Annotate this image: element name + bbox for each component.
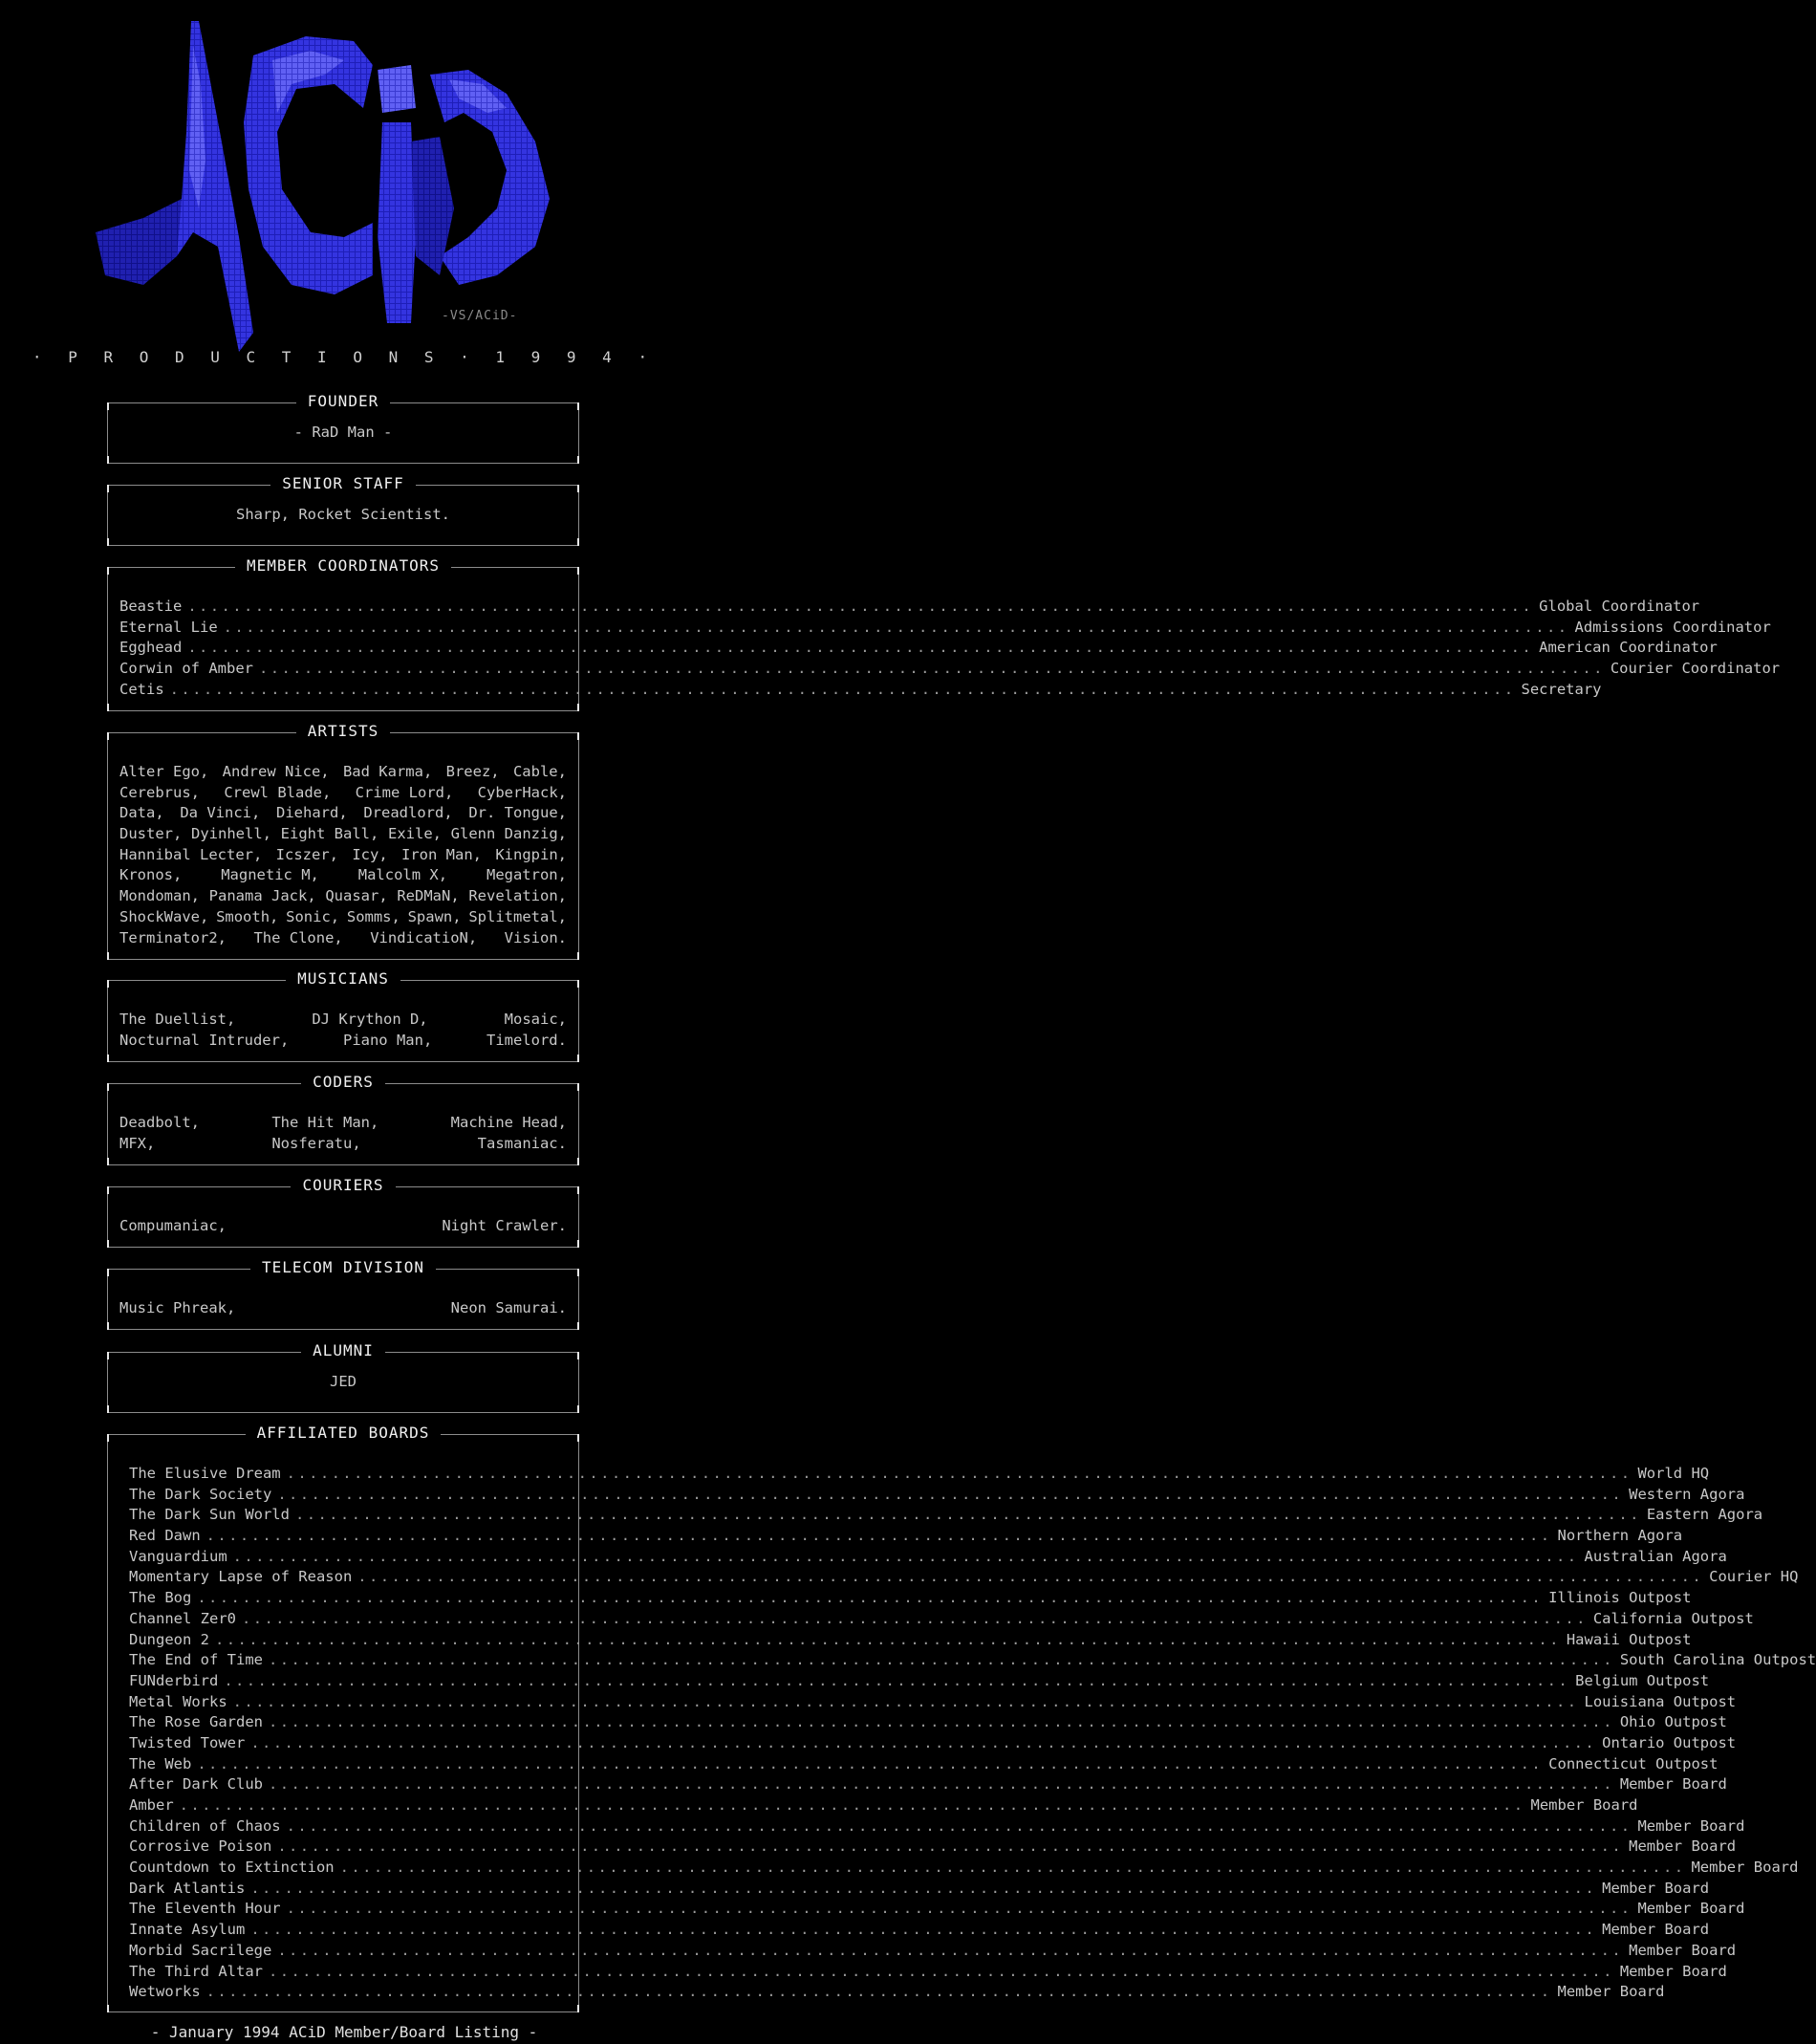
entry-role: Secretary <box>1521 680 1602 698</box>
entry-role: Member Board <box>1602 1879 1710 1897</box>
member-name: Revelation, <box>468 887 567 905</box>
artists-section <box>107 722 579 960</box>
list-item <box>129 1692 1737 1713</box>
entry-role: South Carolina Outpost <box>1619 1651 1816 1669</box>
dot-leader: ........................................................................................................................ <box>187 639 1534 657</box>
affiliated-boards-section <box>107 1424 1816 2012</box>
entry-role: Member Board <box>1637 1900 1745 1918</box>
dot-leader: ........................................................................................................................ <box>357 1568 1704 1586</box>
name-line <box>119 783 567 804</box>
entry-role: Hawaii Outpost <box>1566 1630 1692 1648</box>
section-title: AFFILIATED BOARDS <box>246 1424 442 1442</box>
list-item <box>129 1962 1727 1983</box>
member-name: Splitmetal, <box>468 907 567 925</box>
entry-name: Cetis <box>119 680 164 698</box>
entry-name: Channel Zer0 <box>129 1609 236 1627</box>
member-name: Night Crawler. <box>442 1217 567 1234</box>
dot-leader: ........................................................................................................................ <box>215 1630 1561 1648</box>
entry-role: Belgium Outpost <box>1575 1671 1710 1689</box>
name-line <box>119 928 567 949</box>
name-line <box>119 1298 567 1319</box>
productions-banner: · P R O D U C T I O N S · 1 9 9 4 · <box>32 348 657 366</box>
member-name: Smooth, <box>216 907 279 925</box>
member-name: Crewl Blade, <box>224 783 332 801</box>
name-line <box>119 886 567 907</box>
entry-name: Corrosive Poison <box>129 1837 272 1856</box>
alumni-section <box>107 1341 579 1413</box>
member-name: Neon Samurai. <box>450 1299 567 1316</box>
dot-leader: ........................................................................................................................ <box>169 680 1516 698</box>
member-name: Mosaic, <box>504 1011 567 1028</box>
entry-name: Amber <box>129 1796 174 1814</box>
list-item <box>129 1588 1692 1609</box>
member-name: Kingpin, <box>495 845 567 863</box>
list-item <box>129 1671 1710 1692</box>
member-name: Magnetic M, <box>221 866 319 884</box>
member-name: The Hit Man, <box>271 1114 379 1131</box>
section-title: ARTISTS <box>296 722 390 740</box>
member-name: ReDMaN, <box>397 887 460 905</box>
dot-leader: ........................................................................................................................ <box>223 618 1569 636</box>
senior-staff-names: Sharp, Rocket Scientist. <box>236 506 450 523</box>
musician-list <box>119 1010 567 1051</box>
member-name: Kronos, <box>119 866 183 884</box>
dot-leader: ........................................................................................................................ <box>179 1796 1525 1814</box>
member-name: Sonic, <box>286 907 340 925</box>
entry-role: Member Board <box>1629 1837 1737 1856</box>
dot-leader: ........................................................................................................................ <box>250 1879 1597 1897</box>
dot-leader: ........................................................................................................................ <box>339 1859 1686 1877</box>
dot-leader: ........................................................................................................................ <box>250 1733 1597 1751</box>
list-item <box>129 1526 1683 1547</box>
member-name: Panama Jack, <box>208 887 316 905</box>
member-name: VindicatioN, <box>370 928 478 946</box>
list-item <box>129 1858 1799 1879</box>
member-name: Cable, <box>512 763 567 780</box>
entry-name: FUNderbird <box>129 1671 219 1689</box>
dot-leader: ........................................................................................................................ <box>197 1754 1544 1772</box>
section-title: COURIERS <box>291 1176 395 1194</box>
member-name: Breez, <box>445 763 500 780</box>
entry-role: California Outpost <box>1592 1609 1754 1627</box>
list-item <box>129 1920 1710 1941</box>
member-name: Glenn Danzig, <box>450 825 567 843</box>
entry-role: Connecticut Outpost <box>1548 1754 1719 1772</box>
member-name: Timelord. <box>486 1031 567 1049</box>
entry-name: Vanguardium <box>129 1547 227 1565</box>
member-name: Alter Ego, <box>119 763 209 780</box>
list-item <box>119 680 1602 701</box>
name-line <box>119 865 567 886</box>
dot-leader: ........................................................................................................................ <box>205 1527 1552 1545</box>
list-item <box>129 1754 1719 1775</box>
entry-role: Global Coordinator <box>1539 598 1700 615</box>
member-name: Piano Man, <box>342 1031 433 1049</box>
dot-leader: ........................................................................................................................ <box>294 1506 1641 1524</box>
entry-role: Eastern Agora <box>1646 1506 1763 1524</box>
entry-role: Member Board <box>1619 1962 1727 1980</box>
entry-name: The Dark Sun World <box>129 1506 290 1524</box>
board-list <box>129 1464 1816 2003</box>
list-item <box>129 1464 1710 1485</box>
dot-leader: ........................................................................................................................ <box>241 1609 1588 1627</box>
entry-name: The Elusive Dream <box>129 1465 281 1482</box>
entry-name: Red Dawn <box>129 1527 201 1545</box>
dot-leader: ........................................................................................................................ <box>250 1921 1597 1939</box>
entry-role: Member Board <box>1602 1921 1710 1939</box>
entry-role: American Coordinator <box>1539 639 1718 657</box>
list-item <box>119 638 1718 659</box>
section-title: MUSICIANS <box>286 969 400 988</box>
section-title: CODERS <box>301 1073 385 1091</box>
entry-role: Courier HQ <box>1709 1568 1799 1586</box>
entry-role: Member Board <box>1629 1941 1737 1959</box>
member-name: Andrew Nice, <box>222 763 330 780</box>
member-name: ShockWave, <box>119 907 209 925</box>
entry-role: Member Board <box>1557 1983 1665 2001</box>
entry-name: Dark Atlantis <box>129 1879 246 1897</box>
name-line <box>119 1031 567 1052</box>
artist-list <box>119 762 567 948</box>
list-item <box>129 1879 1710 1900</box>
coder-list <box>119 1113 567 1154</box>
entry-name: Corwin of Amber <box>119 660 253 678</box>
dot-leader: ........................................................................................................................ <box>232 1547 1579 1565</box>
entry-name: Eternal Lie <box>119 618 218 636</box>
member-name: Crime Lord, <box>355 783 454 801</box>
dot-leader: ........................................................................................................................ <box>268 1962 1614 1980</box>
entry-role: Member Board <box>1619 1775 1727 1794</box>
member-name: Data, <box>119 804 164 822</box>
name-line <box>119 762 567 783</box>
list-item <box>129 1982 1665 2003</box>
entry-role: Australian Agora <box>1584 1547 1727 1565</box>
name-line <box>119 803 567 824</box>
name-line <box>119 1113 567 1134</box>
member-name: Dreadlord, <box>363 804 453 822</box>
entry-name: Morbid Sacrilege <box>129 1941 272 1959</box>
founder-name: - RaD Man - <box>293 424 393 441</box>
member-name: Megatron, <box>486 866 567 884</box>
list-item <box>129 1733 1737 1754</box>
entry-role: Illinois Outpost <box>1548 1589 1692 1607</box>
dot-leader: ........................................................................................................................ <box>232 1692 1579 1710</box>
entry-role: Member Board <box>1637 1816 1745 1835</box>
member-name: Spawn, <box>407 907 462 925</box>
list-item <box>129 1899 1745 1920</box>
dot-leader: ........................................................................................................................ <box>277 1837 1624 1856</box>
courier-list <box>119 1216 567 1237</box>
member-name: Vision. <box>504 928 567 946</box>
dot-leader: ........................................................................................................................ <box>277 1941 1624 1959</box>
list-item <box>119 618 1771 639</box>
member-name: Hannibal Lecter, <box>119 845 263 863</box>
section-title: FOUNDER <box>296 392 390 410</box>
coordinator-list <box>119 597 1781 700</box>
entry-name: Wetworks <box>129 1983 201 2001</box>
dot-leader: ........................................................................................................................ <box>268 1651 1614 1669</box>
member-name: Machine Head, <box>450 1114 567 1131</box>
dot-leader: ........................................................................................................................ <box>268 1775 1614 1794</box>
member-name: Nocturnal Intruder, <box>119 1031 290 1049</box>
list-item <box>129 1816 1745 1837</box>
member-name: The Clone, <box>253 928 343 946</box>
entry-name: Beastie <box>119 598 183 615</box>
couriers-section <box>107 1176 579 1248</box>
entry-name: Metal Works <box>129 1692 227 1710</box>
entry-name: The Dark Society <box>129 1485 272 1503</box>
entry-role: Ohio Outpost <box>1619 1713 1727 1731</box>
entry-role: Member Board <box>1691 1859 1799 1877</box>
member-name: Eight Ball, <box>280 825 379 843</box>
list-item <box>129 1609 1754 1630</box>
dot-leader: ........................................................................................................................ <box>224 1671 1570 1689</box>
list-item <box>129 1567 1799 1588</box>
section-title: ALUMNI <box>301 1341 385 1359</box>
entry-role: Courier Coordinator <box>1610 660 1781 678</box>
list-item <box>129 1712 1727 1733</box>
entry-name: The Bog <box>129 1589 192 1607</box>
entry-role: Admissions Coordinator <box>1574 618 1771 636</box>
member-name: Dyinhell, <box>191 825 271 843</box>
member-name: Terminator2, <box>119 928 227 946</box>
member-name: DJ Krython D, <box>312 1011 428 1028</box>
member-name: MFX, <box>119 1134 156 1152</box>
list-item <box>129 1485 1745 1506</box>
name-line <box>119 1134 567 1155</box>
senior-staff-section <box>107 474 579 546</box>
entry-name: Egghead <box>119 639 183 657</box>
dot-leader: ........................................................................................................................ <box>277 1485 1624 1503</box>
list-item <box>119 659 1781 680</box>
list-item <box>129 1774 1727 1795</box>
list-item <box>129 1941 1737 1962</box>
section-title: SENIOR STAFF <box>270 474 416 492</box>
member-name: The Duellist, <box>119 1011 236 1028</box>
list-item <box>129 1650 1816 1671</box>
dot-leader: ........................................................................................................................ <box>268 1713 1614 1731</box>
entry-name: Momentary Lapse of Reason <box>129 1568 353 1586</box>
founder-section <box>107 392 579 464</box>
member-name: Mondoman, <box>119 887 200 905</box>
entry-name: The End of Time <box>129 1651 263 1669</box>
member-name: Dr. Tongue, <box>468 804 567 822</box>
member-name: CyberHack, <box>477 783 567 801</box>
member-name: Compumaniac, <box>119 1217 227 1234</box>
coders-section <box>107 1073 579 1165</box>
entry-role: Member Board <box>1530 1796 1638 1814</box>
footer-caption: - January 1994 ACiD Member/Board Listing - <box>150 2023 538 2041</box>
list-item <box>129 1837 1737 1858</box>
member-name: Nosferatu, <box>271 1134 361 1152</box>
entry-role: Ontario Outpost <box>1602 1733 1737 1751</box>
dot-leader: ........................................................................................................................ <box>286 1900 1632 1918</box>
entry-name: Countdown to Extinction <box>129 1859 335 1877</box>
entry-role: World HQ <box>1637 1465 1710 1482</box>
section-title: TELECOM DIVISION <box>250 1258 436 1276</box>
telecom-list <box>119 1298 567 1319</box>
list-item <box>129 1547 1727 1568</box>
dot-leader: ........................................................................................................................ <box>197 1589 1544 1607</box>
member-name: Cerebrus, <box>119 783 200 801</box>
entry-name: The Eleventh Hour <box>129 1900 281 1918</box>
entry-name: Dungeon 2 <box>129 1630 209 1648</box>
member-name: Bad Karma, <box>342 763 433 780</box>
member-name: Duster, <box>119 825 183 843</box>
artist-signature: -VS/ACiD- <box>442 309 518 323</box>
entry-name: Innate Asylum <box>129 1921 246 1939</box>
alumni-name: JED <box>330 1373 357 1390</box>
entry-name: The Third Altar <box>129 1962 263 1980</box>
list-item <box>129 1795 1638 1816</box>
name-line <box>119 907 567 928</box>
list-item <box>129 1505 1763 1526</box>
list-item <box>119 597 1700 618</box>
member-name: Iron Man, <box>401 845 482 863</box>
entry-name: The Rose Garden <box>129 1713 263 1731</box>
list-item <box>129 1630 1692 1651</box>
member-name: Malcolm X, <box>357 866 448 884</box>
entry-role: Northern Agora <box>1557 1527 1683 1545</box>
member-name: Deadbolt, <box>119 1114 200 1131</box>
member-name: Quasar, <box>325 887 388 905</box>
name-line <box>119 824 567 845</box>
member-name: Icszer, <box>275 845 338 863</box>
name-line <box>119 1010 567 1031</box>
dot-leader: ........................................................................................................................ <box>286 1816 1632 1835</box>
member-name: Diehard, <box>276 804 348 822</box>
entry-role: Western Agora <box>1629 1485 1745 1503</box>
entry-name: Children of Chaos <box>129 1816 281 1835</box>
member-name: Music Phreak, <box>119 1299 236 1316</box>
dot-leader: ........................................................................................................................ <box>286 1465 1632 1482</box>
dot-leader: ........................................................................................................................ <box>205 1983 1552 2001</box>
member-name: Da Vinci, <box>180 804 261 822</box>
entry-name: After Dark Club <box>129 1775 263 1794</box>
member-name: Somms, <box>346 907 400 925</box>
member-name: Exile, <box>388 825 442 843</box>
dot-leader: ........................................................................................................................ <box>187 598 1534 615</box>
musicians-section <box>107 969 579 1062</box>
entry-name: Twisted Tower <box>129 1733 246 1751</box>
entry-name: The Web <box>129 1754 192 1772</box>
entry-role: Louisiana Outpost <box>1584 1692 1737 1710</box>
dot-leader: ........................................................................................................................ <box>258 660 1605 678</box>
name-line <box>119 845 567 866</box>
telecom-section <box>107 1258 579 1330</box>
member-name: Tasmaniac. <box>477 1134 567 1152</box>
member-name: Icy, <box>352 845 388 863</box>
member-coordinators-section <box>107 556 1781 711</box>
name-line <box>119 1216 567 1237</box>
section-title: MEMBER COORDINATORS <box>235 556 451 575</box>
